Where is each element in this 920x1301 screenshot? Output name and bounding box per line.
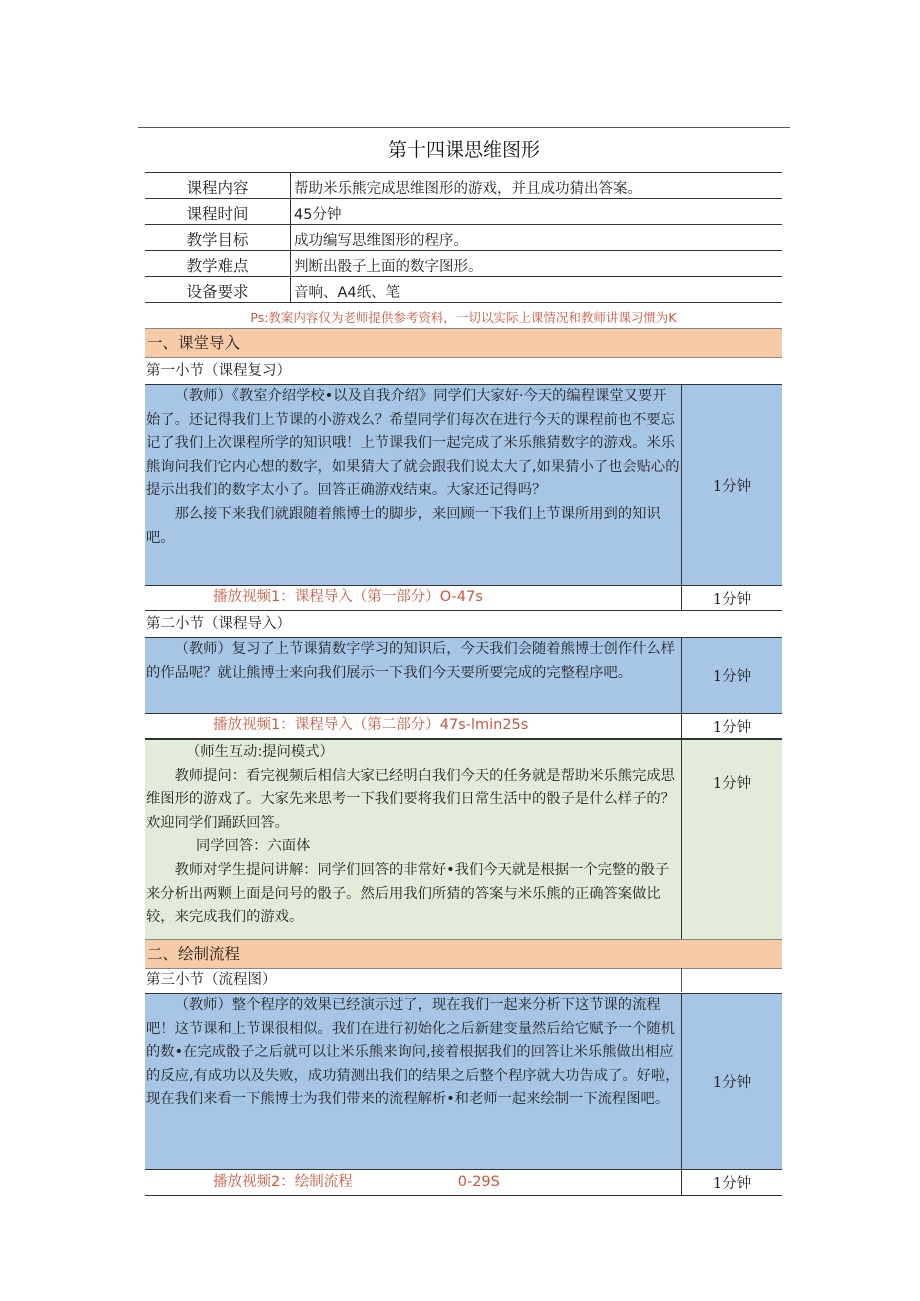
info-row xyxy=(145,173,782,199)
video-row-3 xyxy=(145,1169,782,1196)
info-value: 音响、A4纸、笔 xyxy=(291,277,783,303)
paragraph: 那么接下来我们就跟随着熊博士的脚步，来回顾一下我们上节课所用到的知识吧。 xyxy=(146,505,661,546)
info-row xyxy=(145,199,782,225)
interaction-row xyxy=(145,739,782,939)
lesson-row-intro xyxy=(145,637,782,713)
video-title: 播放视频2：绘制流程 xyxy=(213,1173,353,1190)
paragraph: 同学回答：六面体 xyxy=(196,838,311,855)
interaction-title: （师生互动:提问模式） xyxy=(186,744,334,760)
info-row xyxy=(145,251,782,277)
lesson-content xyxy=(145,740,681,939)
info-row xyxy=(145,225,782,251)
info-label: 教学目标 xyxy=(145,225,291,251)
video-label: 播放视频1：课程导入（第二部分）47s-lmin25s xyxy=(213,717,529,734)
video-row-2 xyxy=(145,713,782,739)
paragraph: （教师）复习了上节课猜数字学习的知识后，今天我们会随着熊博士创作什么样的作品呢？就让熊博士来向我们展示一下我们今天要所要完成的完整程序吧。 xyxy=(146,641,675,681)
subsection-title-text: 第一小节（课程复习） xyxy=(146,363,291,379)
duration: 1分钟 xyxy=(681,994,782,1169)
info-value: 帮助米乐熊完成思维图形的游戏，并且成功猜出答案。 xyxy=(291,173,783,199)
section-heading-1: 一、课堂导入 xyxy=(145,328,782,358)
duration: 1分钟 xyxy=(681,586,782,610)
section-heading-2: 二、绘制流程 xyxy=(145,939,782,969)
lesson-content xyxy=(145,994,681,1169)
subsection-title-3 xyxy=(145,968,782,992)
subsection-title-2 xyxy=(145,612,782,636)
info-value: 判断出骰子上面的数字图形。 xyxy=(291,251,783,277)
lesson-content xyxy=(145,638,681,713)
lesson-content xyxy=(145,385,681,585)
column-divider xyxy=(681,968,682,992)
subsection-title-text: 第三小节（流程图） xyxy=(146,972,277,988)
top-rule xyxy=(138,127,790,128)
info-label: 课程时间 xyxy=(145,199,291,225)
info-value: 成功编写思维图形的程序。 xyxy=(291,225,783,251)
video-row-1 xyxy=(145,585,782,611)
video-label: 播放视频1：课程导入（第一部分）O-47s xyxy=(213,589,483,606)
lesson-row-review xyxy=(145,384,782,585)
info-row xyxy=(145,277,782,303)
video-range: 0-29S xyxy=(457,1173,500,1190)
duration: 1分钟 xyxy=(681,714,782,738)
info-label: 课程内容 xyxy=(145,173,291,199)
ps-note: Ps:教案内容仅为老师提供参考资料，一切以实际上课情况和教师讲课习惯为K xyxy=(250,310,677,325)
duration: 1分钟 xyxy=(681,385,782,585)
info-label: 设备要求 xyxy=(145,277,291,303)
duration: 1分钟 xyxy=(681,1170,782,1195)
subsection-title-text: 第二小节（课程导入） xyxy=(146,616,291,632)
video-label xyxy=(145,1170,681,1195)
info-label: 教学难点 xyxy=(145,251,291,277)
duration: 1分钟 xyxy=(681,638,782,713)
lesson-row-flowchart xyxy=(145,993,782,1169)
info-value: 45分钟 xyxy=(291,199,783,225)
duration: 1分钟 xyxy=(681,740,782,939)
paragraph: （教师）《教室介绍学校•以及自我介绍》同学们大家好·今天的编程课堂又要开始了。还记得我们上节课的小游戏么？希望同学们每次在进行今天的课程前也不要忘记了我们上次课程所学的知识哦！上节课我们一起完成了米乐熊猜数字的游戏。米乐熊询问我们它内心想的数字，如果猜大了就会跟我们说太大了,如果猜小了也会贴心的提示出我们的数字太小了。回答正确游戏结束。大家还记得吗？ xyxy=(146,388,680,499)
paragraph: （教师）整个程序的效果已经演示过了，现在我们一起来分析下这节课的流程吧！这节课和上节课很相似。我们在进行初始化之后新建变量然后给它赋予一个随机的数•在完成骰子之后就可以让米乐熊来询问,接着根据我们的回答让米乐熊做出相应的反应,有成功以及失败，成功猜测出我们的结果之后整个程序就大功告成了。好啦，现在我们来看一下熊博士为我们带来的流程解析•和老师一起来绘制一下流程图吧。 xyxy=(146,997,680,1108)
page-title: 第十四课思维图形 xyxy=(387,139,540,161)
paragraph: 教师提问：看完视频后相信大家已经明白我们今天的任务就是帮助米乐熊完成思维图形的游戏了。大家先来思考一下我们要将我们日常生活中的骰子是什么样子的？欢迎同学们踊跃回答。 xyxy=(146,767,675,831)
course-info-table xyxy=(145,172,782,303)
subsection-title-1 xyxy=(145,359,782,383)
paragraph: 教师对学生提问讲解：同学们回答的非常好•我们今天就是根据一个完整的骰子来分析出两颗上面是问号的骰子。然后用我们所猜的答案与米乐熊的正确答案做比较，来完成我们的游戏。 xyxy=(146,861,670,926)
